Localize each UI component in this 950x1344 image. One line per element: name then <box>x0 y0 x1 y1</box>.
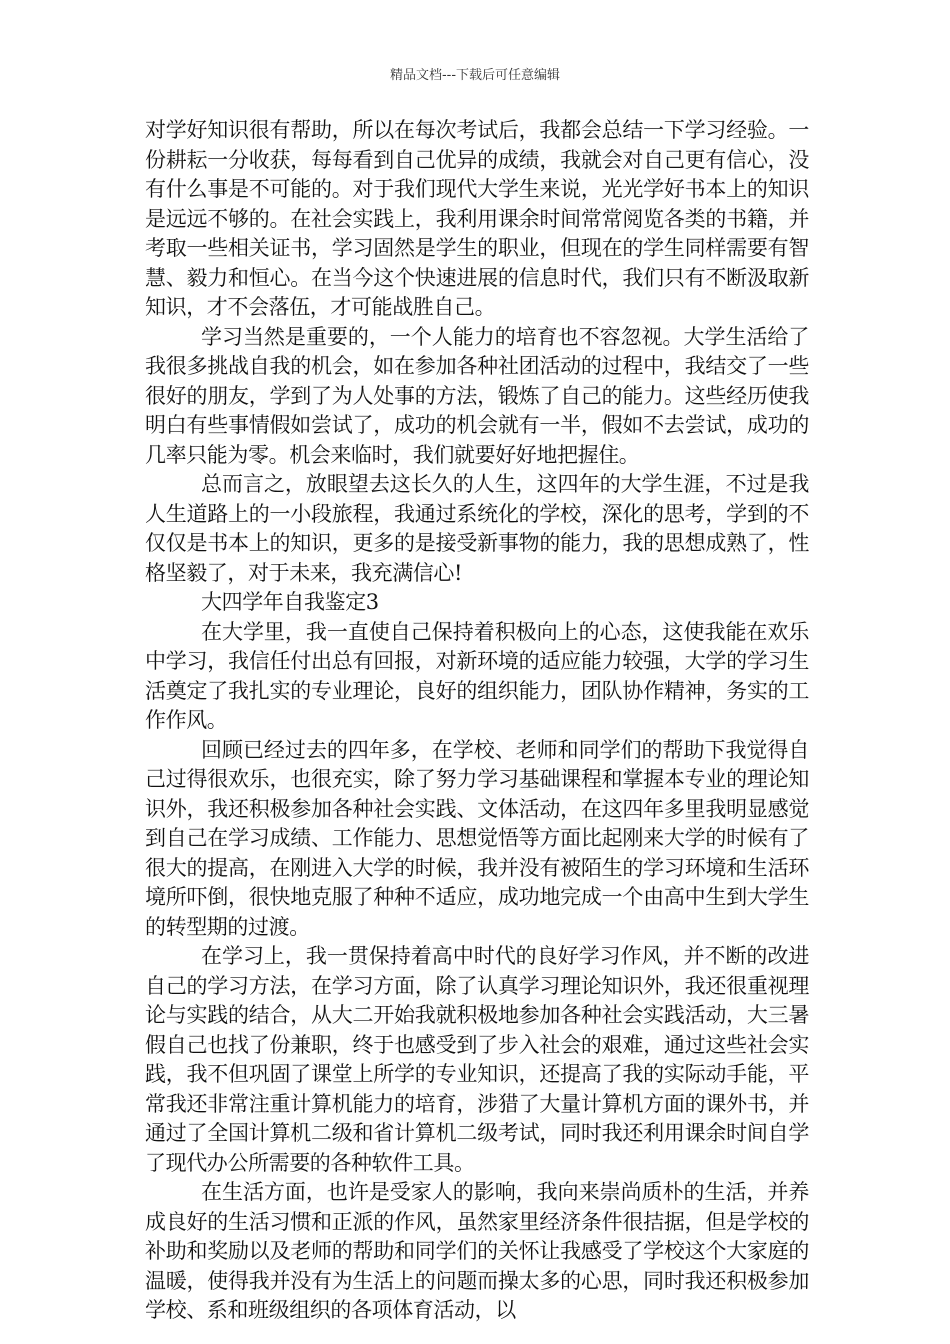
paragraph: 在大学里，我一直使自己保持着积极向上的心态，这使我能在欢乐中学习，我信任付出总有回报，对新环境的适应能力较强，大学的学习生活奠定了我扎实的专业理论，良好的组织能力，团队协作精神，务实的工作作风。 <box>145 619 809 732</box>
section-heading: 大四学年自我鉴定3 <box>201 590 379 614</box>
paragraph: 学习当然是重要的，一个人能力的培育也不容忽视。大学生活给了我很多挑战自我的机会，如在参加各种社团活动的过程中，我结交了一些很好的朋友，学到了为人处事的方法，锻炼了自己的能力。这些经历使我明白有些事情假如尝试了，成功的机会就有一半，假如不去尝试，成功的几率只能为零。机会来临时，我们就要好好地把握住。 <box>145 324 809 467</box>
page-header: 精品文档---下载后可任意编辑 <box>389 68 561 83</box>
paragraph: 在生活方面，也许是受家人的影响，我向来崇尚质朴的生活，并养成良好的生活习惯和正派的作风，虽然家里经济条件很拮据，但是学校的补助和奖励以及老师的帮助和同学们的关怀让我感受了学校这个大家庭的温暖，使得我并没有为生活上的问题而操太多的心思，同时我还积极参加学校、系和班级组织的各项体育活动，以 <box>145 1180 809 1322</box>
paragraph: 回顾已经过去的四年多，在学校、老师和同学们的帮助下我觉得自己过得很欢乐，也很充实，除了努力学习基础课程和掌握本专业的理论知识外，我还积极参加各种社会实践、文体活动，在这四年多里我明显感觉到自己在学习成绩、工作能力、思想觉悟等方面比起刚来大学的时候有了很大的提高，在刚进入大学的时候，我并没有被陌生的学习环境和生活环境所吓倒，很快地克服了种种不适应，成功地完成一个由高中生到大学生的转型期的过渡。 <box>145 737 809 939</box>
paragraph: 总而言之，放眼望去这长久的人生，这四年的大学生涯，不过是我人生道路上的一小段旅程，我通过系统化的学校，深化的思考，学到的不仅仅是书本上的知识，更多的是接受新事物的能力，我的思想成熟了，性格坚毅了，对于未来，我充满信心! <box>145 472 809 585</box>
paragraph: 对学好知识很有帮助，所以在每次考试后，我都会总结一下学习经验。一份耕耘一分收获，每每看到自己优异的成绩，我就会对自己更有信心，没有什么事是不可能的。对于我们现代大学生来说，光光学好书本上的知识是远远不够的。在社会实践上，我利用课余时间常常阅览各类的书籍，并考取一些相关证书，学习固然是学生的职业，但现在的学生同样需要有智慧、毅力和恒心。在当今这个快速进展的信息时代，我们只有不断汲取新知识，才不会落伍，才可能战胜自己。 <box>145 118 809 319</box>
document-body <box>145 116 809 1326</box>
paragraph: 在学习上，我一贯保持着高中时代的良好学习作风，并不断的改进自己的学习方法，在学习方面，除了认真学习理论知识外，我还很重视理论与实践的结合，从大二开始我就积极地参加各种社会实践活动，大三暑假自己也找了份兼职，终于也感受到了步入社会的艰难，通过这些社会实践，我不但巩固了课堂上所学的专业知识，还提高了我的实际动手能，平常我还非常注重计算机能力的培育，涉猎了大量计算机方面的课外书，并通过了全国计算机二级和省计算机二级考试，同时我还利用课余时间自学了现代办公所需要的各种软件工具。 <box>145 944 809 1175</box>
